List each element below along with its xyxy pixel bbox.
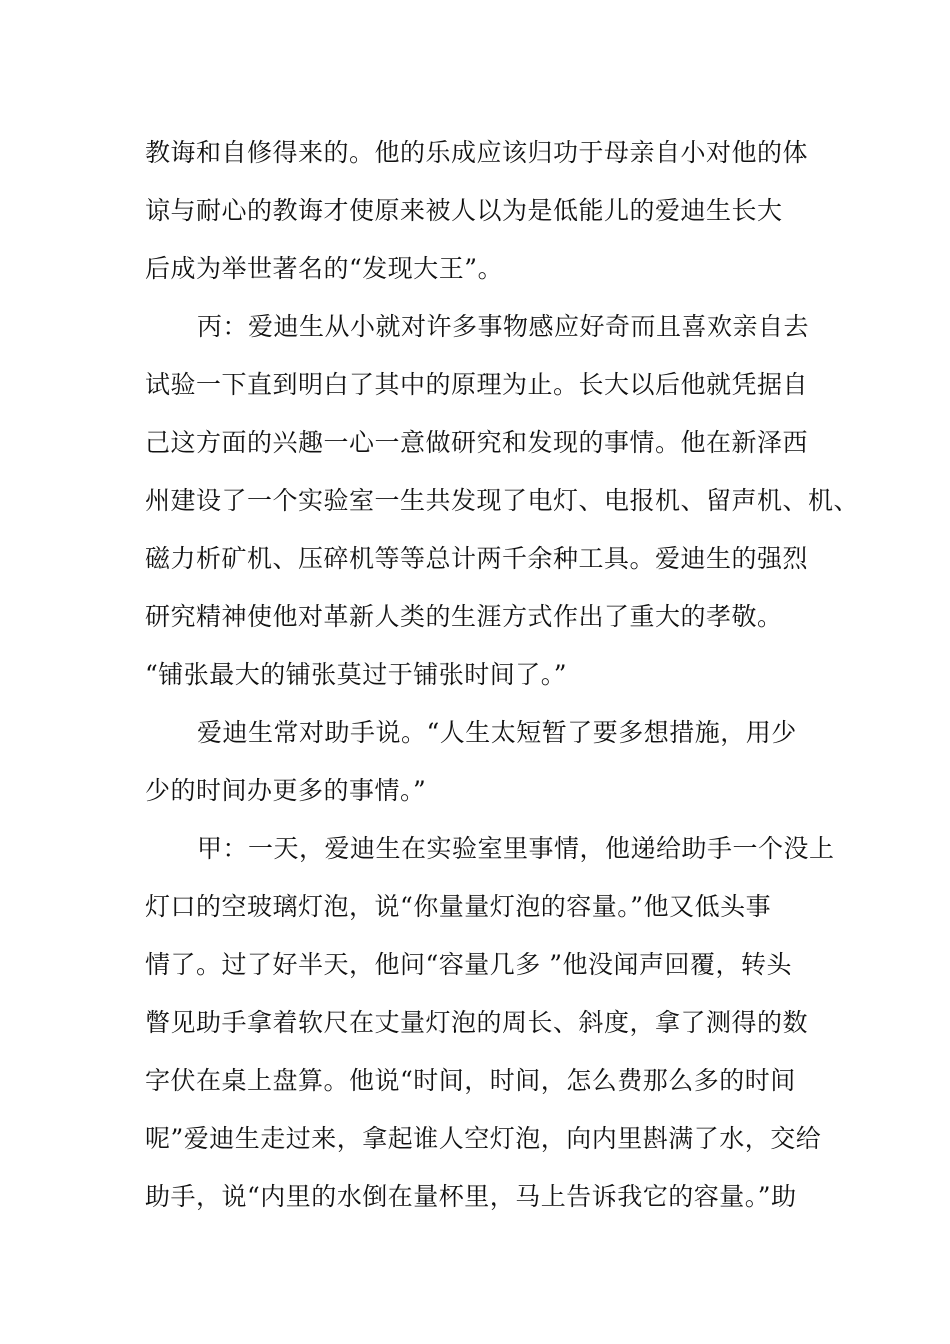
text-line: 助手，说“内里的水倒在量杯里，马上告诉我它的容量。”助 [145,1182,797,1211]
text-line: 灯口的空玻璃灯泡，说“你量量灯泡的容量。”他又低头事 [145,892,772,921]
text-line: 后成为举世著名的“发现大王”。 [145,254,504,283]
text-line: 谅与耐心的教诲才使原来被人以为是低能儿的爱迪生长大 [145,196,783,225]
text-line: 研究精神使他对革新人类的生涯方式作出了重大的孝敬。 [145,602,783,631]
text-line: 州建设了一个实验室一生共发现了电灯、电报机、留声机、机、 [145,486,860,515]
text-line: “铺张最大的铺张莫过于铺张时间了。” [145,660,568,689]
text-line: 试验一下直到明白了其中的原理为止。长大以后他就凭据自 [145,370,809,399]
text-line: 磁力析矿机、压碎机等等总计两千余种工具。爱迪生的强烈 [145,544,809,573]
text-line: 教诲和自修得来的。他的乐成应该归功于母亲自小对他的体 [145,138,809,167]
text-line: 少的时间办更多的事情。” [145,776,427,805]
text-line: 己这方面的兴趣一心一意做研究和发现的事情。他在新泽西 [145,428,809,457]
text-line: 甲：一天，爱迪生在实验室里事情，他递给助手一个没上 [197,834,835,863]
text-line: 爱迪生常对助手说。“人生太短暂了要多想措施，用少 [197,718,797,747]
text-line: 呢”爱迪生走过来，拿起谁人空灯泡，向内里斟满了水，交给 [145,1124,822,1153]
text-line: 瞥见助手拿着软尺在丈量灯泡的周长、斜度，拿了测得的数 [145,1008,809,1037]
text-line: 情了。过了好半天，他问“容量几多 ”他没闻声回覆，转头 [145,950,793,979]
text-line: 字伏在桌上盘算。他说“时间，时间，怎么费那么多的时间 [145,1066,796,1095]
text-line: 丙：爱迪生从小就对许多事物感应好奇而且喜欢亲自去 [197,312,810,341]
body-text [145,124,860,1226]
